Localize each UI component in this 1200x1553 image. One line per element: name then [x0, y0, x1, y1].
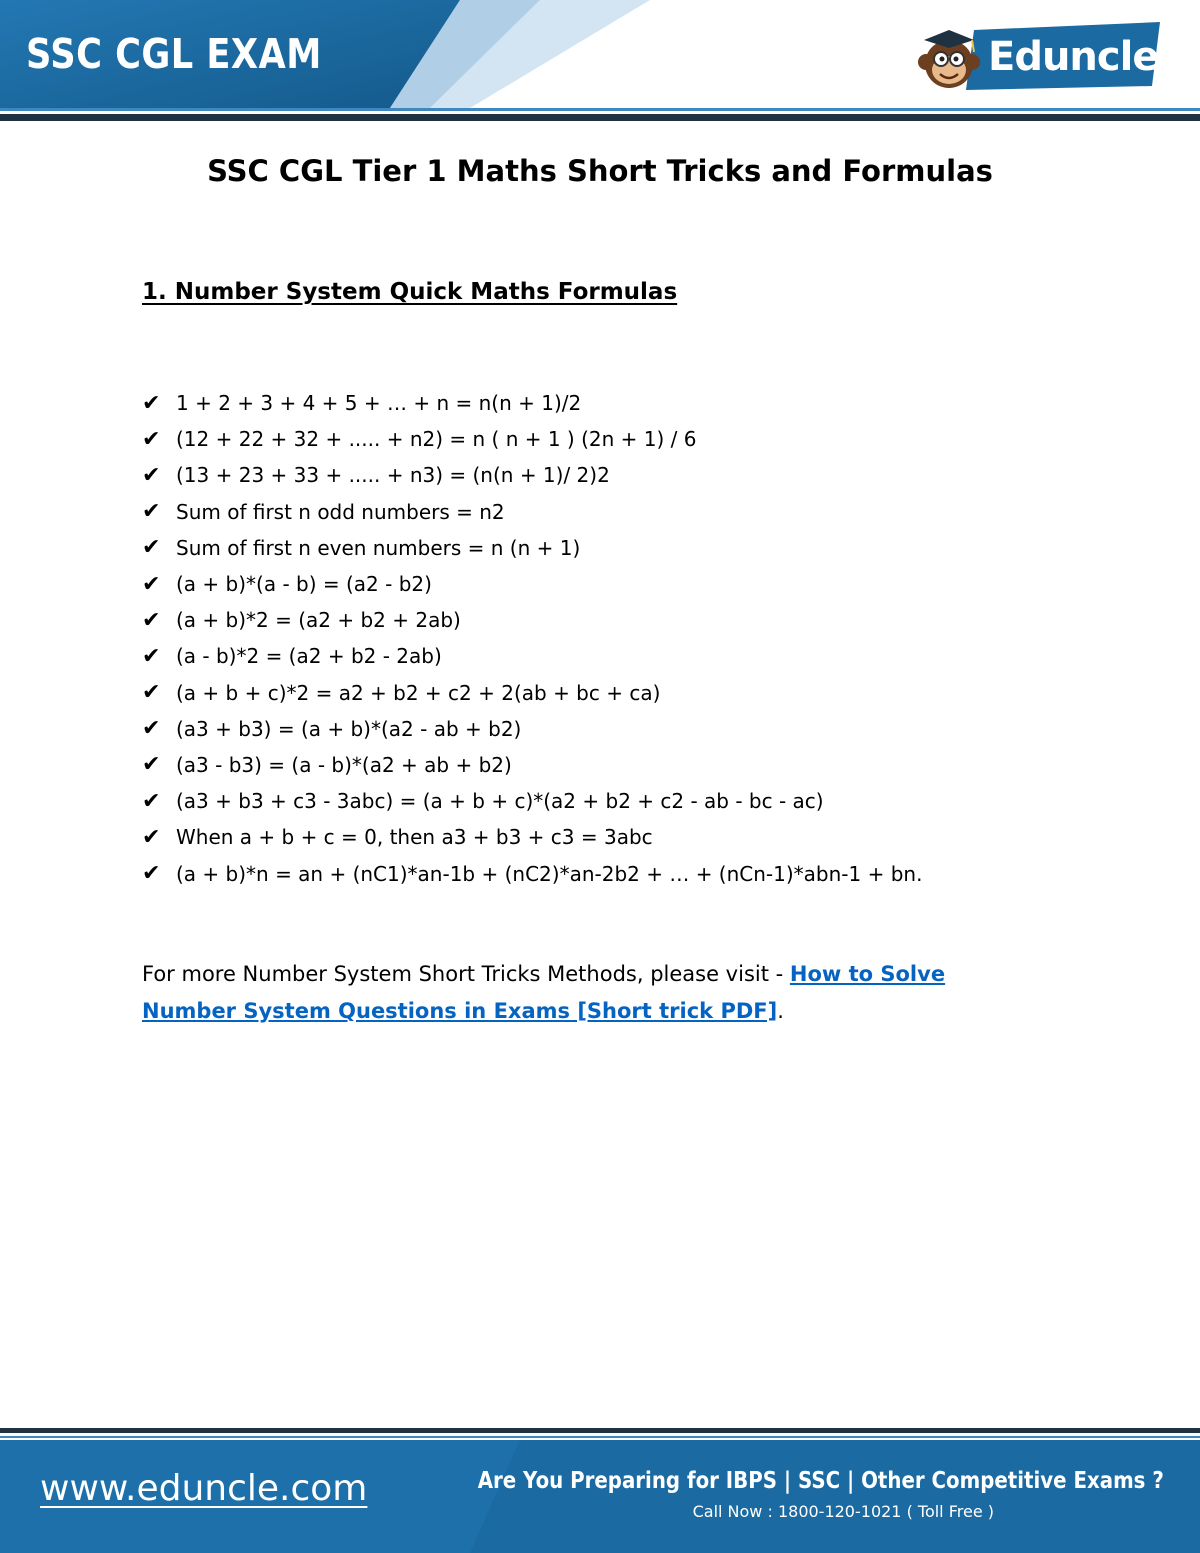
monkey-mascot-icon [914, 26, 984, 92]
logo-text: Eduncle [988, 34, 1159, 80]
call-now-text: Call Now : 1800-120-1021 ( Toll Free ) [692, 1502, 994, 1521]
formula-text: When a + b + c = 0, then a3 + b3 + c3 = 3abc [176, 825, 653, 850]
formula-item [142, 711, 1102, 747]
number-system-article-link[interactable]: How to Solve Number System Questions in Exams [Short trick PDF] [142, 962, 946, 1023]
formula-item [142, 675, 1102, 711]
formula-text: (a3 - b3) = (a - b)*(a2 + ab + b2) [176, 752, 512, 777]
formula-text: (a + b)*2 = (a2 + b2 + 2ab) [176, 608, 461, 633]
formula-text: (a3 + b3 + c3 - 3abc) = (a + b + c)*(a2 + b2 + c2 - ab - bc - ac) [176, 789, 824, 814]
formula-text: (a + b)*(a - b) = (a2 - b2) [176, 572, 432, 597]
eduncle-logo[interactable] [908, 22, 1160, 94]
formula-text: 1 + 2 + 3 + 4 + 5 + … + n = n(n + 1)/2 [176, 391, 582, 416]
check-mark-icon: ✔ [142, 752, 161, 778]
section-heading: 1. Number System Quick Maths Formulas [142, 279, 678, 305]
formula-text: (a + b + c)*2 = a2 + b2 + c2 + 2(ab + bc + ca) [176, 680, 661, 705]
check-mark-icon: ✔ [142, 643, 161, 669]
formula-item [142, 421, 1102, 457]
formula-text: (a - b)*2 = (a2 + b2 - 2ab) [176, 644, 442, 669]
formula-text: Sum of first n even numbers = n (n + 1) [176, 535, 581, 560]
check-mark-icon: ✔ [142, 861, 161, 887]
formula-item [142, 602, 1102, 638]
exam-title: SSC CGL EXAM [26, 30, 322, 78]
formula-list [142, 385, 1102, 892]
formula-text: Sum of first n odd numbers = n2 [176, 499, 505, 524]
formula-item [142, 385, 1102, 421]
website-link[interactable]: www.eduncle.com [40, 1468, 368, 1509]
note-prefix: For more Number System Short Tricks Methods, please visit - [142, 962, 790, 986]
footer-tagline: Are You Preparing for IBPS | SSC | Other Competitive Exams ? [477, 1468, 1164, 1494]
check-mark-icon: ✔ [142, 716, 161, 742]
check-mark-icon: ✔ [142, 390, 161, 416]
check-mark-icon: ✔ [142, 824, 161, 850]
formula-text: (a3 + b3) = (a + b)*(a2 - ab + b2) [176, 716, 522, 741]
note-suffix: . [777, 999, 784, 1023]
page-header [0, 0, 1200, 126]
page-title: SSC CGL Tier 1 Maths Short Tricks and Formulas [207, 154, 993, 188]
formula-item [142, 638, 1102, 674]
formula-item [142, 855, 1102, 891]
check-mark-icon: ✔ [142, 680, 161, 706]
formula-item [142, 566, 1102, 602]
check-mark-icon: ✔ [142, 535, 161, 561]
formula-text: (13 + 23 + 33 + ..... + n3) = (n(n + 1)/ 2)2 [176, 463, 610, 488]
formula-item [142, 494, 1102, 530]
check-mark-icon: ✔ [142, 571, 161, 597]
check-mark-icon: ✔ [142, 788, 161, 814]
formula-item [142, 457, 1102, 493]
formula-text: (a + b)*n = an + (nC1)*an-1b + (nC2)*an-2b2 + … + (nCn-1)*abn-1 + bn. [176, 861, 923, 886]
note-paragraph [142, 956, 1042, 1030]
formula-item [142, 747, 1102, 783]
check-mark-icon: ✔ [142, 426, 161, 452]
formula-item [142, 819, 1102, 855]
check-mark-icon: ✔ [142, 462, 161, 488]
page-footer [0, 1428, 1200, 1553]
check-mark-icon: ✔ [142, 499, 161, 525]
check-mark-icon: ✔ [142, 607, 161, 633]
formula-item [142, 530, 1102, 566]
formula-text: (12 + 22 + 32 + ..... + n2) = n ( n + 1 ) (2n + 1) / 6 [176, 427, 697, 452]
formula-item [142, 783, 1102, 819]
